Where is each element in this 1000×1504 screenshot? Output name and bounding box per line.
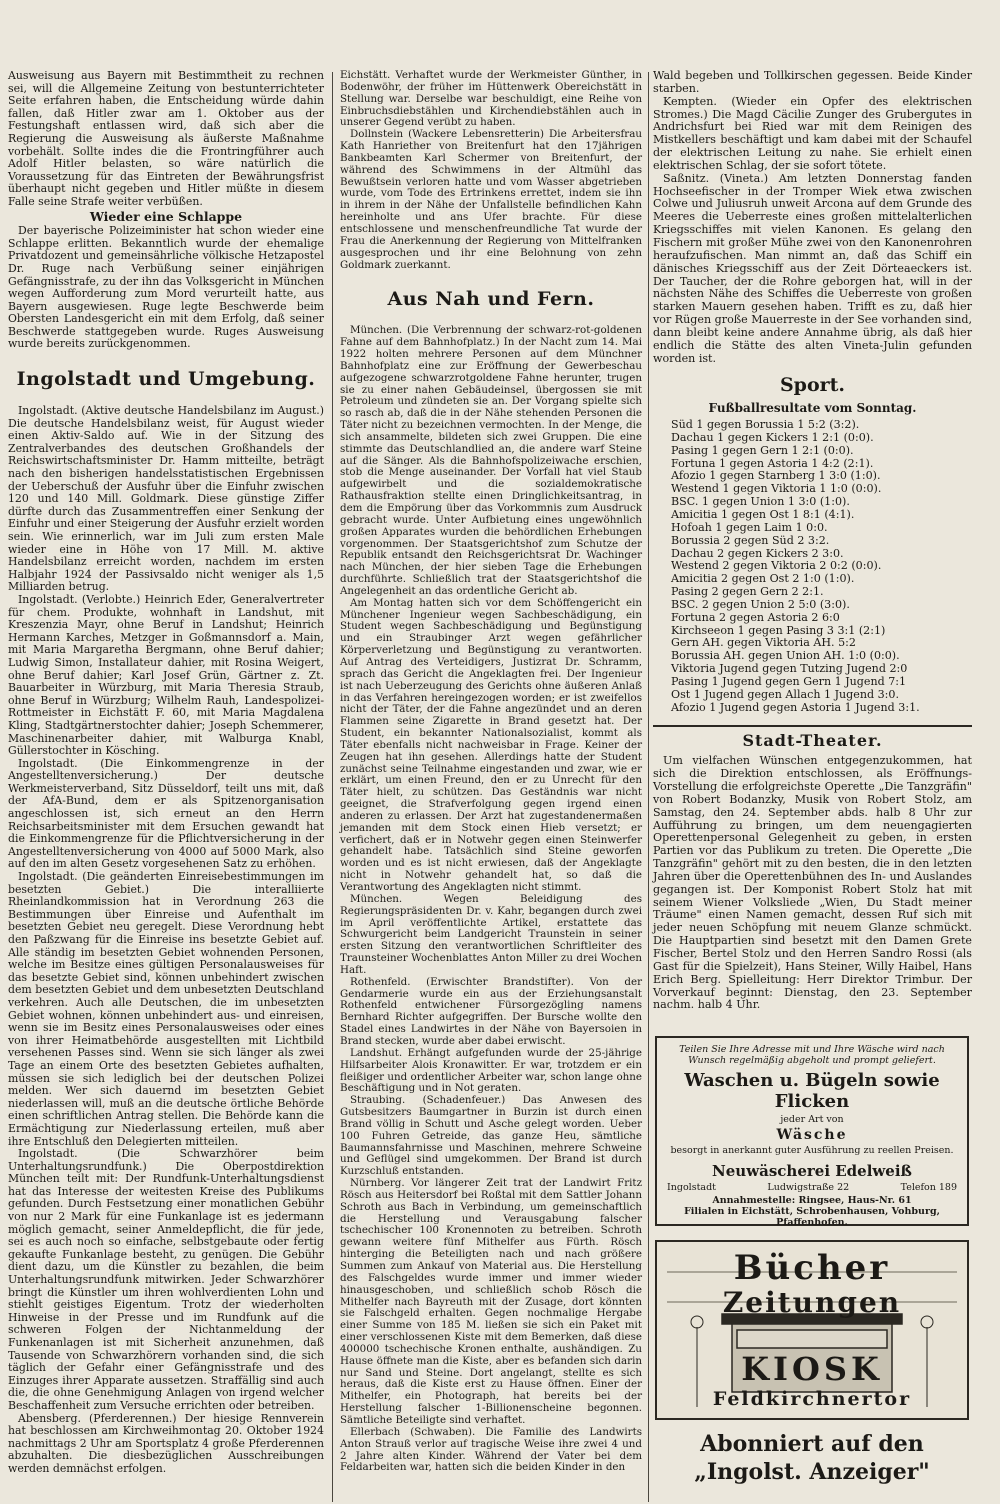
ad-annahme: Annahmestelle: Ringsee, Haus-Nr. 61	[712, 1195, 912, 1206]
article-schoeffengericht: Am Montag hatten sich vor dem Schöffengericht ein Münchener Ingenieur wegen Sachbeschädigung, ein Student wegen Sachbeschädigung und Begünstigung und ein Straubinger Arzt wegen gefährlicher Körperverletzung und Begünstigung zu verantworten. Auf Antrag des Verteidigers, Justizrat Dr. Schramm, sprach das Gericht die Angeklagten frei. Der Ingenieur ist nach Ueberzeugung des Gerichts ohne äußeren Anlaß in das Verfahren hereingezogen worden; er ist zweifellos nicht der Täter, der die Fahne angezündet und an deren Flammen seine Zigarette in Brand gesetzt hat. Der Student, ein bekannter Nationalsozialist, kommt als Täter ebenfalls nicht nachweisbar in Frage. Keiner der Zeugen hat ihn gesehen. Allerdings hatte der Student zunächst seine Teilnahme eingestanden und zwar, wie er erklärt, um einen Freund, den er zu Unrecht für den Täter hielt, zu schützen. Das Geständnis war nicht geeignet, die Strafverfolgung gegen irgend einen anderen zu erlassen. Der Arzt hat zugestandenermaßen jemanden mit dem Stock einen Hieb versetzt; er verfichert, daß er in Notwehr gegen einen Steinwerfer gehandelt habe. Tatsächlich sind Steine geworfen worden und es ist nicht erwiesen, daß der Angeklagte nicht in Notwehr gehandelt hat, so daß die Verantwortung des Angeklagten nicht stimmt.	[340, 596, 642, 893]
result-row: Fortuna 2 gegen Astoria 2 6:0	[671, 610, 840, 624]
result-row: Westend 1 gegen Viktoria 1 1:0 (0:0).	[671, 482, 882, 496]
subscribe-notice	[655, 1430, 969, 1486]
subscribe-line-1: Abonniert auf den	[700, 1431, 924, 1457]
article-kempten: Kempten. (Wieder ein Opfer des elektrischen Stromes.) Die Magd Cäcilie Zunger des Grubergutes in Andrichsfurt bei Ried war mit dem Reinigen des Mistkellers beschäftigt und kam dabei mit der Schaufel der elektrischen Leitung zu nahe. Sie erhielt einen elektrischen Schlag, der sie sofort tötete.	[653, 94, 972, 172]
result-row: Pasing 1 Jugend gegen Gern 1 Jugend 7:1	[671, 674, 907, 688]
article-muenchen-fahne: München. (Die Verbrennung der schwarz-rot-goldenen Fahne auf dem Bahnhofplatz.) In der Nacht zum 14. Mai 1922 holten mehrere Personen auf dem Münchner Bahnhofplatz eine zur Eröffnung der Gewerbeschau aufgezogene schwarzrotgoldene Fahne herunter, trugen sie zu einer nahen Gebäudeinsel, übergossen sie mit Petroleum und zündeten sie an. Der Vorgang spielte sich so rasch ab, daß die in der Nähe stehenden Personen die Täter nicht zu bezeichnen vermochten. In der Menge, die sich ansammelte, bildeten sich zwei Gruppen. Die eine stimmte das Deutschlandlied an, die andere warf Steine auf die Sänger. Als die Bahnhofspolizeiwache erschien, stob die Menge auseinander. Der Vorfall hat viel Staub aufgewirbelt und die sozialdemokratische Rathausfraktion stellte einen Dringlichkeitsantrag, in dem die Empörung über das Vorkommnis zum Ausdruck gebracht wurde. Unter Aufbietung eines ungewöhnlich großen Apparates wurden die behördlichen Erhebungen vorgenommen. Der Staatsgerichtshof zum Schutze der Republik entsandt den Reichsgerichtsrat Dr. Wachinger nach München, der hier sieben Tage die Erhebungen durchführte. Schließlich trat der Staatsgerichtshof die Angelegenheit an das ordentliche Gericht ab.	[340, 324, 642, 597]
result-row: Kirchseeon 1 gegen Pasing 3 3:1 (2:1)	[671, 623, 886, 637]
article-dollnstein: Dollnstein (Wackere Lebensretterin) Die Arbeitersfrau Kath Hanriether von Breitenfurt hat den 17jährigen Bankbeamten Karl Schermer von Breitenfurt, der während des Schwimmens in der Altmühl das Bewußtsein verloren hatte und vom Wasser abgetrieben wurde, vom Tode des Ertrinkens errettet, indem sie ihn in ihrem in der Nähe der Unfallstelle befindlichen Kahn hereinholte und ans Ufer brachte. Für diese entschlossene und menschenfreundliche Tat wurde der Frau die Anerkennung der Regierung von Mittelfranken ausgesprochen und ihr eine Belohnung von zehn Goldmark zuerkannt.	[340, 128, 642, 271]
ad-company: Neuwäscherei Edelweiß	[712, 1162, 912, 1180]
ad-kiosk	[655, 1240, 969, 1420]
article-ellerbach: Ellerbach (Schwaben). Die Familie des Landwirts Anton Strauß verlor auf tragische Weise ihre zwei 4 und 2 Jahre alten Kinder. Während der Vater bei dem Feldarbeiten war, hatten sich die beiden Kinder in den	[340, 1425, 642, 1474]
column-rule-1	[332, 72, 333, 1502]
result-row: Dachau 2 gegen Kickers 2 3:0.	[671, 546, 844, 560]
ad-headline: Waschen u. Bügeln sowie Flicken	[684, 1070, 940, 1112]
result-row: BSC. 2 gegen Union 2 5:0 (3:0).	[671, 597, 850, 611]
article-verlobte: Ingolstadt. (Verlobte.) Heinrich Eder, Generalvertreter für chem. Produkte, wohnhaft in Landshut, mit Kreszenzia Mayr, ohne Beruf in Landshut; Heinrich Hermann Karches, Metzger in Goßmannsdorf a. Main, mit Maria Margaretha Bergmann, ohne Beruf dahier; Ludwig Simon, Installateur dahier, mit Rosina Weigert, ohne Beruf dahier; Karl Josef Grün, Gärtner z. Zt. Bauarbeiter in Würzburg, mit Maria Theresia Straub, ohne Beruf in Würzburg; Wilhelm Rauh, Landespolizei-Rottmeister in Eichstätt F. 60, mit Maria Magdalena Kling, Stadtgärtnerstochter dahier; Joseph Schemmerer, Maschinenarbeiter dahier, mit Walburga Knabl, Güllerstochter in Kösching.	[8, 592, 324, 758]
result-row: Borussia 2 gegen Süd 2 3:2.	[671, 533, 830, 547]
ad-kiosk-line-3: KIOSK	[741, 1350, 883, 1388]
ad-waesche-word: Wäsche	[776, 1127, 848, 1143]
ad-kiosk-line-1: Bücher	[733, 1248, 891, 1288]
divider	[653, 725, 972, 727]
result-row: Viktoria Jugend gegen Tutzing Jugend 2:0	[671, 662, 908, 676]
column-3	[653, 70, 972, 1012]
article-eichstaett: Eichstätt. Verhaftet wurde der Werkmeister Günther, in Bodenwöhr, der früher im Hüttenwerk Obereichstätt in Stellung war. Derselbe war beschuldigt, eine Reihe von Einbruchsdiebstählen und Kirchendiebstählen auch in unserer Gegend verübt zu haben.	[340, 69, 642, 129]
article-theater: Um vielfachen Wünschen entgegenzukommen, hat sich die Direktion entschlossen, als Eröffnungs-Vorstellung die erfolgreichste Operette „Die Tanzgräfin" von Robert Bodanzky, Musik von Robert Stolz, am Samstag, den 24. September abds. halb 8 Uhr zur Aufführung zu bringen, um dem neuengagierten Operettenpersonal Gelegenheit zu geben, in ersten Partien vor das Publikum zu treten. Die Operette „Die Tanzgräfin" gehört mit zu den besten, die in den letzten Jahren über die Operettenbühnen des In- und Auslandes gegangen ist. Der Komponist Robert Stolz hat mit seinem Wiener Volksliede „Wien, Du Stadt meiner Träume" einen Namen gemacht, dessen Ruf sich mit jeder neuen Schöpfung mit neuem Glanze schmückt. Die Hauptpartien sind besetzt mit den Damen Grete Fischer, Bertel Stolz und den Herren Sandro Rossi (als Gast für die Spielzeit), Hans Steiner, Willy Haibel, Hans Erich Berg. Spielleitung: Herr Direktor Trimbur. Der Vorverkauf beginnt: Dienstag, den 23. September nachm. halb 4 Uhr.	[653, 754, 972, 1012]
column-1	[8, 70, 324, 1476]
result-row: Süd 1 gegen Borussia 1 5:2 (3:2).	[671, 418, 860, 432]
result-row: Westend 2 gegen Viktoria 2 0:2 (0:0).	[671, 559, 882, 573]
article-schwarzhoerer: Ingolstadt. (Die Schwarzhörer beim Unterhaltungsrundfunk.) Die Oberpostdirektion München teilt mit: Der Rundfunk-Unterhaltungsdienst hat das Interesse der weitesten Kreise des Publikums gefunden. Durch Festsetzung einer monatlichen Gebühr von nur 2 Mark für eine Funkanlage ist es jedermann möglich gemacht, seiner Anmeldepflicht, die für jede, sei es auch noch so einfache, selbstgebaute oder fertig gekaufte Funkanlage besteht, zu genügen. Die Gebühr dient dazu, um die Künstler zu bezahlen, die beim Unterhaltungsrundfunk mitwirken. Jeder Schwarzhörer bringt die Künstler um ihren wohlverdienten Lohn und stiehlt geistiges Eigentum. Trotz der wiederholten Hinweise in der Presse und im Rundfunk auf die schweren Folgen der Nichtanmeldung der Funkenanlagen ist mit Sicherheit anzunehmen, daß Tausende von Schwarzhörern vorhanden sind, die sich täglich der Gefahr einer Gefängnisstrafe und des Einzuges ihrer Apparate aussetzen. Straffällig sind auch die, die ohne Genehmigung Anlagen von irgend welcher Beschaffenheit zum Versuche errichten oder betreiben.	[8, 1147, 324, 1412]
ad-intro: Teilen Sie Ihre Adresse mit und Ihre Wäsche wird nach Wunsch regelmäßig abgeholt und prompt geliefert.	[679, 1044, 945, 1066]
article-tollkirschen: Wald begeben und Tollkirschen gegessen. Beide Kinder starben.	[653, 69, 972, 95]
ad-line-3: besorgt in anerkannt guter Ausführung zu reellen Preisen.	[670, 1145, 954, 1156]
result-row: Amicitia 2 gegen Ost 2 1:0 (1:0).	[671, 572, 855, 586]
result-row: Hofoah 1 gegen Laim 1 0:0.	[671, 520, 828, 534]
section-heading-theater: Stadt-Theater.	[742, 730, 883, 750]
article-einkommengrenze: Ingolstadt. (Die Einkommengrenze in der Angestelltenversicherung.) Der deutsche Werkmeisterverband, Sitz Düsseldorf, teilt uns mit, daß der AfA-Bund, dem er als Spitzenorganisation angeschlossen ist, sich erneut an den Herrn Reichsarbeitsminister mit dem Ersuchen gewandt hat die Einkommengrenze für die Pflichtversicherung in der Angestelltenversicherung von 4000 auf 5000 Mark, also auf den im alten Gesetz vorgesehenen Satz zu erhöhen.	[8, 756, 324, 871]
result-row: Amicitia 1 gegen Ost 1 8:1 (4:1).	[671, 508, 855, 521]
subscribe-line-2: „Ingolst. Anzeiger"	[694, 1459, 930, 1485]
section-heading-nah-fern: Aus Nah und Fern.	[387, 288, 595, 311]
article-muenchen-kahr: München. Wegen Beleidigung des Regierungspräsidenten Dr. v. Kahr, begangen durch zwei im April veröffentlichte Artikel, erstattete das Schwurgericht beim Landgericht Traunstein in seiner ersten Sitzung den verantwortlichen Schriftleiter des Traunsteiner Wochenblattes Anton Miller zu drei Wochen Haft.	[340, 892, 642, 976]
result-row: Pasing 1 gegen Gern 1 2:1 (0:0).	[671, 443, 854, 457]
article-handelsbilanz: Ingolstadt. (Aktive deutsche Handelsbilanz im August.) Die deutsche Handelsbilanz weist, für August wieder einen Aktiv-Saldo auf. Wie in der Sitzung des Zentralverbandes des deutschen Großhandels der Reichswirtschaftsminister Dr. Hamm mitteilte, beträgt nach den bisherigen handelsstatistischen Ergebnissen der Ueberschuß der Ausfuhr über die Einfuhr zwischen 120 und 140 Mill. Goldmark. Diese günstige Ziffer dürfte durch das Zusammentreffen einer Senkung der Einfuhr und einer Steigerung der Ausfuhr erzielt worden sein. Wie erinnerlich, war im Juli zum ersten Male wieder eine in Höhe von 17 Mill. M. aktive Handelsbilanz erreicht worden, nachdem im ersten Halbjahr 1924 der Passivsaldo nicht weniger als 1,5 Milliarden betrug.	[8, 404, 324, 594]
results-list	[653, 419, 972, 714]
article-nuernberg: Nürnberg. Vor längerer Zeit trat der Landwirt Fritz Rösch aus Heitersdorf bei Roßtal mit dem Sattler Johann Schroth aus Bach in Verbindung, um gemeinschaftlich die Herstellung und Verausgabung falscher tschechischer 100 Kronennoten zu betreiben. Schroth gewann weitere fünf Mithelfer aus Fürth. Rösch hinterging die Beteiligten nach und nach größere Summen zum Ankauf von Material aus. Die Herstellung des Falschgeldes wurde immer und immer wieder hinausgeschoben, und schließlich schob Rösch die Mithelfer nach Bayreuth mit der Zusage, dort könnten sie Falschgeld erhalten. Gegen nochmalige Hergabe einer Summe von 185 M. ließen sie sich ein Paket mit einer verschlossenen Kiste mit dem Bemerken, daß diese 400000 tschechische Kronen enthalte, aushändigen. Zu Hause öffnete man die Kiste, aber es befanden sich darin nur Sand und Steine. Dort angelangt, stellte es sich heraus, daß die Kiste erst zu Hause öffnen. Einer der Mithelfer, ein Photograph, hat bereits bei der Herstellung falscher 1-Billionenscheine begonnen. Sämtliche Beteiligte sind verhaftet.	[340, 1177, 642, 1426]
article-schlappe: Der bayerische Polizeiminister hat schon wieder eine Schlappe erlitten. Bekanntlich wurde der ehemalige Privatdozent und gemeinsährliche völkische Hetzapostel Dr. Ruge nach Verbüßung seiner einjährigen Gefängnisstrafe, zu der ihn das Volksgericht in München wegen Aufforderung zum Mord verurteilt hatte, aus Bayern ausgewiesen. Ruge legte Beschwerde beim Obersten Landesgericht ein mit dem Erfolg, daß seiner Beschwerde stattgegeben wurde. Ruges Ausweisung wurde bereits zurückgenommen.	[8, 224, 324, 351]
result-row: Pasing 2 gegen Gern 2 2:1.	[671, 585, 824, 599]
result-row: Ost 1 Jugend gegen Allach 1 Jugend 3:0.	[671, 687, 899, 701]
section-heading-sport: Sport.	[779, 374, 846, 397]
article-rothenfeld: Rothenfeld. (Erwischter Brandstifter). Von der Gendarmerie wurde ein aus der Erziehungsanstalt Rothenfeld entwichener Fürsorgezögling namens Bernhard Richter aufgegriffen. Der Bursche wollte den Stadel eines Landwirtes in der Nähe von Bayersoien in Brand stecken, wurde aber dabei erwischt.	[340, 975, 642, 1047]
ad-filialen: Filialen in Eichstätt, Schrobenhausen, Vohburg, Pfaffenhofen.	[684, 1206, 940, 1228]
ad-address-row	[667, 1182, 957, 1193]
subheading-schlappe: Wieder eine Schlappe	[89, 208, 243, 224]
column-rule-2	[648, 72, 649, 1502]
result-row: Dachau 1 gegen Kickers 1 2:1 (0:0).	[671, 430, 874, 444]
result-row: BSC. 1 gegen Union 1 3:0 (1:0).	[671, 495, 850, 509]
ad-phone: Telefon 189	[900, 1182, 957, 1193]
result-row: Borussia AH. gegen Union AH. 1:0 (0:0).	[671, 649, 900, 663]
ad-line-2: jeder Art von	[780, 1114, 844, 1125]
ad-waescherei	[655, 1036, 969, 1226]
ad-kiosk-line-4: Feldkirchnertor	[712, 1388, 912, 1410]
ad-street: Ludwigstraße 22	[767, 1182, 850, 1193]
result-row: Afozio 1 Jugend gegen Astoria 1 Jugend 3:1.	[671, 700, 920, 714]
article-straubing: Straubing. (Schadenfeuer.) Das Anwesen des Gutsbesitzers Baumgartner in Burzin ist durch einen Brand völlig in Schutt und Asche gelegt worden. Ueber 100 Fuhren Getreide, das ganze Heu, sämtliche Baumannsfahrnisse und Maschinen, mehrere Schweine und Geflügel sind umgekommen. Der Brand ist durch Kurzschluß entstanden.	[340, 1094, 642, 1178]
result-row: Fortuna 1 gegen Astoria 1 4:2 (2:1).	[671, 456, 874, 470]
article-sassnitz: Saßnitz. (Vineta.) Am letzten Donnerstag fanden Hochseefischer in der Tromper Wiek etwa zwischen Colwe und Juliusruh unweit Arcona auf dem Grunde des Meeres die Ueberreste eines großen mittelalterlichen Kriegsschiffes mit vielen Kanonen. Es gelang den Fischern mit großer Mühe zwei von den Kanonenrohren heraufzufischen. Man nimmt an, daß das Schiff ein dänisches Kriegsschiff aus der Zeit Dörteaeckers ist. Der Taucher, der die Rohre geborgen hat, will in der nächsten Nähe des Schiffes die Ueberreste von großen starken Mauern gesehen haben. Trifft es zu, daß hier vor Rügen große Mauerreste in der See vorhanden sind, dann bleibt keine andere Annahme übrig, als daß hier endlich die Stätte des alten Vineta-Julin gefunden worden ist.	[653, 171, 972, 365]
result-row: Gern AH. gegen Viktoria AH. 5:2	[671, 636, 856, 650]
result-row: Afozio 1 gegen Starnberg 1 3:0 (1:0).	[671, 469, 881, 483]
article-pferderennen: Abensberg. (Pferderennen.) Der hiesige Rennverein hat beschlossen am Kirchweihmontag 20. Oktober 1924 nachmittags 2 Uhr am Sportsplatz 4 große Pferderennen abzuhalten. Die diesbezüglichen Ausschreibungen werden demnächst erfolgen.	[8, 1411, 324, 1475]
ad-city: Ingolstadt	[667, 1182, 716, 1193]
section-heading-ingolstadt: Ingolstadt und Umgebung.	[16, 368, 316, 391]
sport-subheading: Fußballresultate vom Sonntag.	[708, 401, 917, 416]
article-intro: Ausweisung aus Bayern mit Bestimmtheit zu rechnen sei, will die Allgemeine Zeitung von bestunterrichteter Seite erfahren haben, die Entscheidung würde dahin fallen, daß Hitler zwar am 1. Oktober aus der Festungshaft entlassen wird, daß sich aber die Regierung die Ausweisung als äußerste Maßnahme vorbehält. Sollte indes die die Frontringführer auch Adolf Hitler belasten, so wäre natürlich die Voraussetzung für das Eintreten der Bewährungsfrist überhaupt nicht gegeben und Hitler müßte in diesem Falle seine Strafe weiter verbüßen.	[8, 69, 324, 208]
article-landshut: Landshut. Erhängt aufgefunden wurde der 25-jährige Hilfsarbeiter Alois Kronawitter. Er war, trotzdem er ein fleißiger und ordentlicher Arbeiter war, schon lange ohne Beschäftigung und in Not geraten.	[340, 1046, 642, 1095]
ad-kiosk-line-2: Zeitungen	[722, 1286, 902, 1319]
column-2	[340, 70, 642, 1474]
article-einreise: Ingolstadt. (Die geänderten Einreisebestimmungen im besetzten Gebiet.) Die interalliierte Rheinlandkommission hat in Verordnung 263 die Bestimmungen über Einreise und Aufenthalt im besetzten Gebiet neu geregelt. Diese Verordnung hebt den Paßzwang für die Einreise ins besetzte Gebiet auf. Alle ständig im besetzten Gebiet wohnenden Personen, welche im Besitze eines gültigen Personalausweises für das besetzte Gebiet sind, können unbehindert zwischen dem besetzten Gebiet und dem unbesetzten Deutschland verkehren. Auch alle Deutschen, die im unbesetzten Gebiet wohnen, können unbehindert aus- und einreisen, wenn sie im Besitz eines Personalausweises oder eines von ihrer Heimatbehörde ausgestellten mit Lichtbild versehenen Passes sind. Wenn sie sich länger als zwei Tage an einem Orte des besetzten Gebietes aufhalten, müssen sie sich lediglich bei der deutschen Polizei melden. Wer sich dauernd im besetzten Gebiet niederlassen will, muß an die deutsche örtliche Behörde einen schriftlichen Antrag stellen. Die Behörde kann die Ermächtigung zur Niederlassung erteilen, muß aber ihre Entschluß den Delegierten mitteilen.	[8, 870, 324, 1148]
